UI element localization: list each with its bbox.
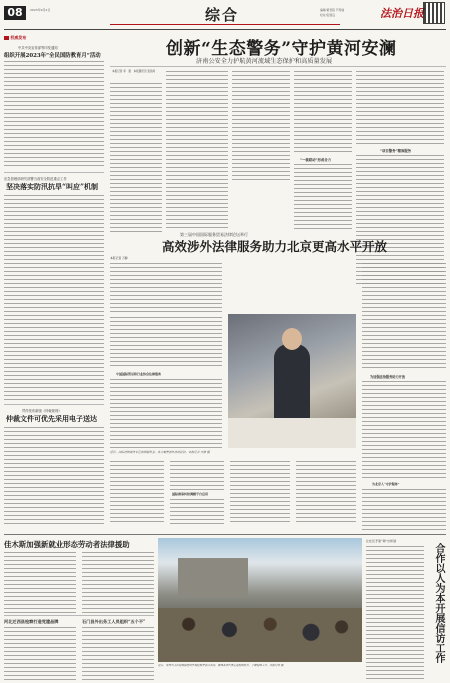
vertical-title: 合作以人为本开展信访工作 xyxy=(433,543,444,663)
bottom-left xyxy=(4,537,154,681)
issue-date: 2023年9月2日 xyxy=(30,8,51,12)
authoritative-release-tag: 权威发布 xyxy=(4,35,26,41)
right-subhead: 为加强法治服务助力开放 xyxy=(370,375,406,379)
second-body-col4 xyxy=(110,460,164,524)
article1-body xyxy=(4,60,104,168)
paper-logo: 法治日报 xyxy=(380,7,424,20)
article2-body xyxy=(4,194,104,402)
series-subhead-3: 为北京人“守护服务” xyxy=(372,482,400,486)
second-body-col2 xyxy=(110,316,222,368)
person-figure xyxy=(274,344,310,424)
bottom-photo-caption: 近日，青海省人民检察院组织开展检察开放日活动，邀请各界代表走进检察机关，了解检察工作。本报记者 摄 xyxy=(158,664,284,667)
section-underline xyxy=(110,24,340,25)
building xyxy=(178,558,248,598)
section-title: 综合 xyxy=(205,6,240,24)
bottom-right xyxy=(366,537,446,681)
series-subhead-2: 国际商事纠纷调解平台启用 xyxy=(172,492,209,496)
bottom-photo xyxy=(158,538,362,662)
article2-title: 坚决落实防汛抗旱“叫应”机制 xyxy=(6,182,99,191)
proofread-credit: 校对/张国良 xyxy=(320,13,335,17)
lead-body-col3 xyxy=(232,70,290,180)
lead-title: 创新“生态警务”守护黄河安澜 xyxy=(166,39,397,59)
right-kicker: 让社区矛盾“调”出和谐 xyxy=(366,539,397,543)
page-number: 08 xyxy=(4,6,26,20)
photo-caption: 近日，国际法律服务专区亮相服贸会，各方聚焦涉外法治建设。本报记者 万静 摄 xyxy=(110,450,210,454)
second-body-col5 xyxy=(170,460,224,490)
article3-kicker: 贸仲发布新版《仲裁规则》 xyxy=(22,409,62,413)
brief-body-2 xyxy=(82,626,154,680)
right-body-2 xyxy=(362,380,446,478)
second-body-col3 xyxy=(110,378,222,448)
divider xyxy=(4,404,104,405)
second-body-col5b xyxy=(170,498,224,526)
editor-credit: 编辑/黄哲程 芦寿瑜 xyxy=(320,8,345,12)
lead-subhead-2: “项目警务”精准服务 xyxy=(380,149,412,153)
bottom-title: 佳木斯加强新就业形态劳动者法律援助 xyxy=(4,540,130,549)
lead-subtitle: 济南公安全力护航黄河流域生态保护和高质量发展 xyxy=(196,58,333,65)
bottom-body-col2 xyxy=(82,551,154,613)
lead-subhead-1: “一核联动”形成合力 xyxy=(300,158,332,162)
lead-article xyxy=(110,32,446,262)
right-body-3 xyxy=(362,488,446,530)
lead-body-col4 xyxy=(294,70,352,154)
desk xyxy=(228,418,356,448)
lead-body-col2 xyxy=(166,70,228,230)
lead-body-col5 xyxy=(356,70,444,146)
brief-title-2: 石门县外出务工人员组织“五个不” xyxy=(82,619,146,624)
article3-body xyxy=(4,426,104,526)
second-body-col7 xyxy=(296,460,356,524)
lead-body-col4b xyxy=(294,163,352,229)
second-body-col6 xyxy=(230,460,290,524)
person-head xyxy=(282,328,302,350)
article2-kicker: 应急管理部研究部署当前安全防范重点工作 xyxy=(4,177,67,181)
lead-byline: 本报记者 李 蕾 本报通讯员 张昌珂 xyxy=(112,70,156,73)
right-column xyxy=(362,262,446,532)
qr-code-icon xyxy=(424,3,444,23)
article1-kicker: 中共中央宣传部等印发通知 xyxy=(18,46,58,50)
flag-icon xyxy=(4,36,9,40)
second-body-col1 xyxy=(110,262,222,314)
bottom-divider xyxy=(4,534,446,535)
bottom-body-col1 xyxy=(4,551,76,613)
series-subhead-1: 中国国际贸易和行业协会法律服务 xyxy=(116,372,162,376)
brief-title-1: 河北迁西县检察打造党建品牌 xyxy=(4,619,59,624)
article3-title: 仲裁文件可优先采用电子送达 xyxy=(6,414,97,423)
series-kicker: 第三届中国国际服务贸易法律论坛举行 xyxy=(180,232,248,237)
article1-title: 组织开展2023年“全民国防教育月”活动 xyxy=(4,53,101,59)
lead-body-col1 xyxy=(110,82,162,232)
forum-photo xyxy=(228,314,356,448)
second-title: 高效涉外法律服务助力北京更高水平开放 xyxy=(162,239,388,254)
left-column xyxy=(4,32,104,532)
bottom-right-body xyxy=(366,545,424,679)
crowd xyxy=(158,608,362,662)
header-divider xyxy=(4,29,446,30)
divider xyxy=(4,172,104,173)
masthead xyxy=(0,0,450,30)
lead-divider xyxy=(110,66,446,67)
right-body-1 xyxy=(362,262,446,370)
second-byline: 本报记者 万静 xyxy=(110,256,128,260)
divider xyxy=(4,615,154,616)
brief-body-1 xyxy=(4,626,76,680)
